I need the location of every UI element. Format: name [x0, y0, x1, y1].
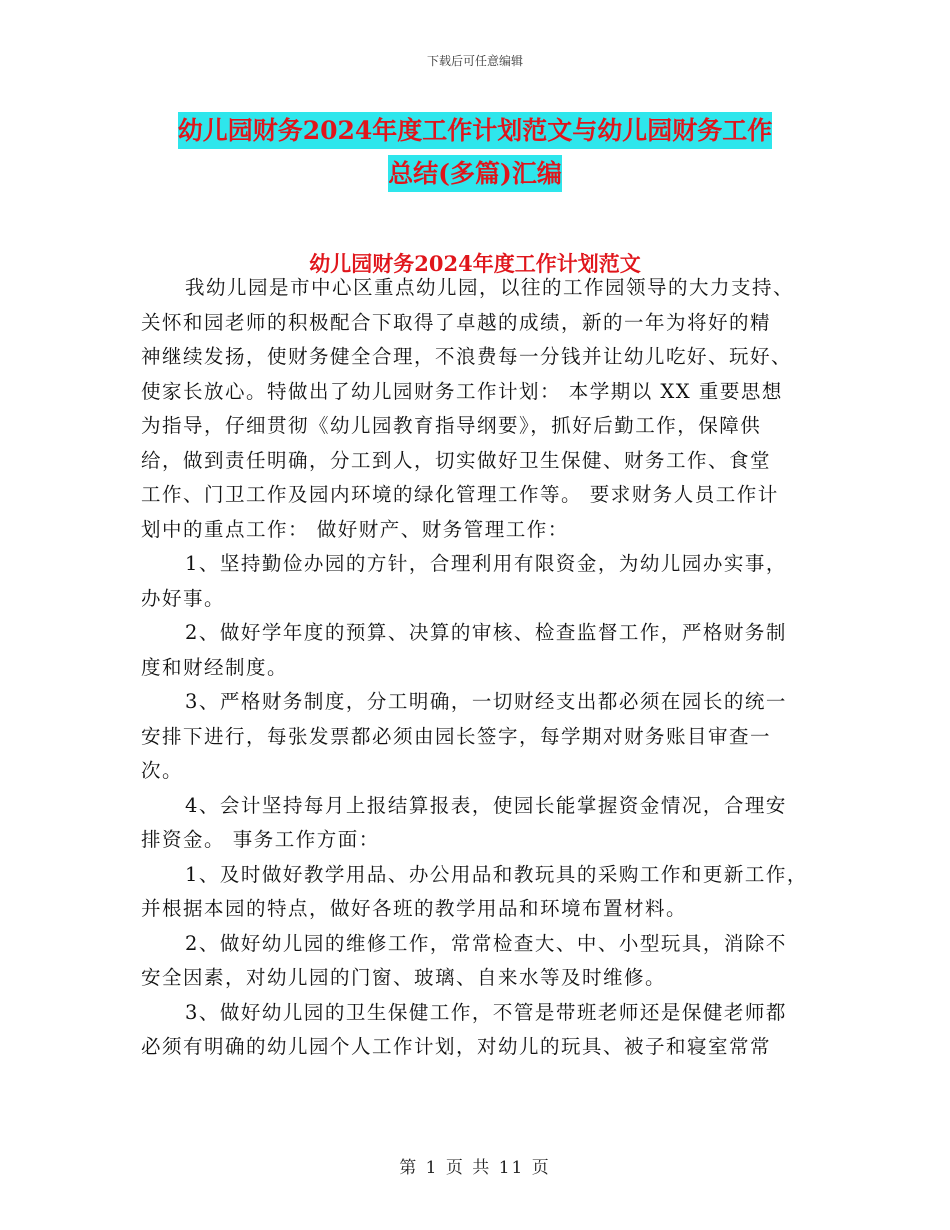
document-title-line-2: 总结(多篇)汇编	[0, 159, 950, 189]
body-line: 度和财经制度。	[141, 655, 289, 679]
body-line: 安排下进行，每张发票都必须由园长签字，每学期对财务账目审查一	[141, 724, 772, 748]
body-line: 办好事。	[141, 586, 226, 610]
body-line: 排资金。 事务工作方面：	[141, 828, 380, 851]
body-line: 并根据本园的特点，做好各班的教学用品和环境布置材料。	[141, 897, 688, 920]
body-line: 划中的重点工作： 做好财产、财务管理工作：	[141, 517, 569, 541]
body-text	[141, 271, 809, 1065]
body-line: 2、做好学年度的预算、决算的审核、检查监督工作，严格财务制	[185, 621, 787, 644]
body-line: 3、严格财务制度，分工明确，一切财经支出都必须在园长的统一	[185, 690, 787, 713]
body-line: 为指导，仔细贯彻《幼儿园教育指导纲要》，抓好后勤工作，保障供	[141, 414, 762, 437]
body-line: 安全因素，对幼儿园的门窗、玻璃、自来水等及时维修。	[141, 966, 667, 989]
body-line: 4、会计坚持每月上报结算报表，使园长能掌握资金情况，合理安	[185, 793, 787, 817]
body-line: 工作、门卫工作及园内环境的绿化管理工作等。 要求财务人员工作计	[141, 483, 779, 506]
body-line: 次。	[141, 759, 184, 782]
body-line: 1、及时做好教学用品、办公用品和教玩具的采购工作和更新工作，	[185, 862, 808, 886]
body-line: 神继续发扬，使财务健全合理，不浪费每一分钱并让幼儿吃好、玩好、	[141, 345, 793, 368]
header-note: 下载后可任意编辑	[426, 54, 523, 68]
body-line: 使家长放心。特做出了幼儿园财务工作计划： 本学期以 XX 重要思想	[141, 379, 783, 403]
body-line: 2、做好幼儿园的维修工作，常常检查大、中、小型玩具，消除不	[185, 931, 787, 955]
body-line: 我幼儿园是市中心区重点幼儿园，以往的工作园领导的大力支持、	[185, 276, 795, 299]
body-line: 1、坚持勤俭办园的方针，合理利用有限资金，为幼儿园办实事，	[185, 552, 787, 575]
body-line: 3、做好幼儿园的卫生保健工作，不管是带班老师还是保健老师都	[185, 1000, 787, 1024]
section-title: 幼儿园财务2024年度工作计划范文	[309, 251, 641, 276]
document-title-line-1: 幼儿园财务2024年度工作计划范文与幼儿园财务工作	[0, 116, 950, 146]
body-line: 关怀和园老师的积极配合下取得了卓越的成绩，新的一年为将好的精	[141, 310, 772, 334]
page-footer: 第 1 页 共 11 页	[399, 1158, 551, 1178]
body-line: 必须有明确的幼儿园个人工作计划，对幼儿的玩具、被子和寝室常常	[141, 1035, 772, 1058]
body-line: 给，做到责任明确，分工到人，切实做好卫生保健、财务工作、食堂	[141, 448, 772, 472]
